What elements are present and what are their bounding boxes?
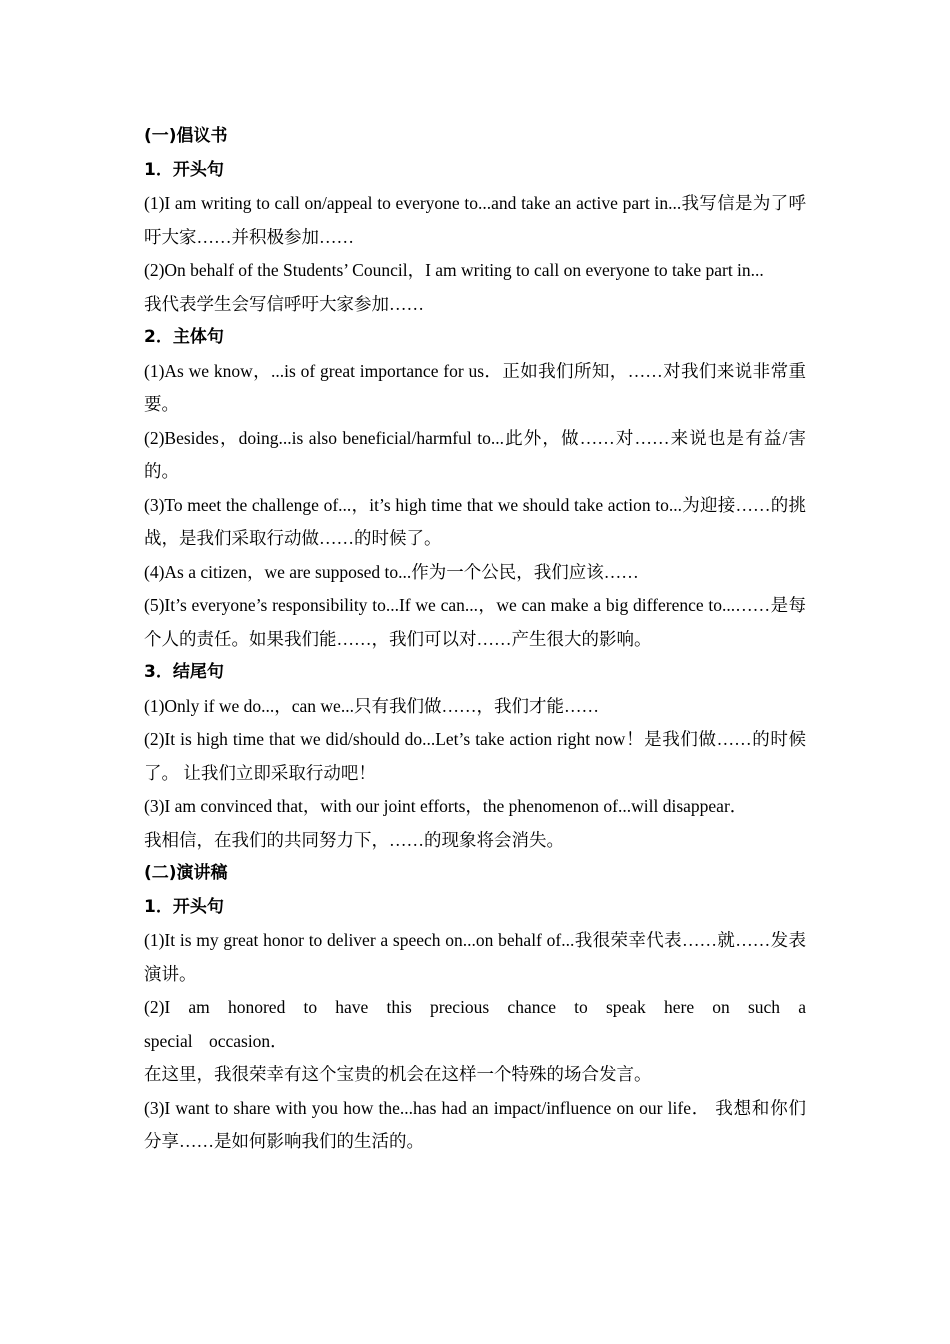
sentence-item: (2)Besides，doing...is also beneficial/harmful to...此外，做……对……来说也是有益/害的。 [144, 427, 806, 481]
group-heading-opening: 1．开头句 [144, 159, 224, 180]
group-heading-opening: 1．开头句 [144, 896, 224, 917]
sentence-translation: 我相信，在我们的共同努力下，……的现象将会消失。 [144, 829, 564, 850]
sentence-item: (1)It is my great honor to deliver a speech on...on behalf of...我很荣幸代表……就……发表演讲。 [144, 930, 806, 984]
sentence-item: (4)As a citizen，we are supposed to...作为一个公民，我们应该…… [144, 561, 639, 582]
group-heading-body: 2．主体句 [144, 327, 224, 347]
sentence-item: (1)As we know，...is of great importance for us．正如我们所知，……对我们来说非常重要。 [144, 360, 806, 414]
sentence-item: (3)I am convinced that，with our joint efforts，the phenomenon of...will disappear． [144, 796, 748, 816]
sentence-item: (3)I want to share with you how the...has had an impact/influence on our life． 我想和你们分享……是如何影响我们的生活的。 [144, 1097, 806, 1151]
sentence-item: (1)I am writing to call on/appeal to everyone to...and take an active part in...我写信是为了呼吁大家……并积极参加…… [144, 193, 806, 247]
sentence-item: (5)It’s everyone’s responsibility to...If we can...，we can make a big difference to...……是每个人的责任。如果我们能……，我们可以对……产生很大的影响。 [144, 595, 806, 649]
section-title-speech: (二)演讲稿 [144, 863, 228, 883]
group-heading-closing: 3．结尾句 [144, 662, 224, 682]
sentence-item: (2)I am honored to have this precious chance to speak here on such a special occasion． [144, 997, 806, 1051]
sentence-translation: 我代表学生会写信呼吁大家参加…… [144, 293, 424, 314]
sentence-item: (2)On behalf of the Students’ Council，I am writing to call on everyone to take part in... [144, 260, 764, 280]
document-page [144, 120, 806, 1159]
sentence-item: (2)It is high time that we did/should do...Let’s take action right now！是我们做……的时候了。 让我们立即采取行动吧！ [144, 729, 806, 783]
sentence-item: (3)To meet the challenge of...，it’s high time that we should take action to...为迎接……的挑战，是我们采取行动做……的时候了。 [144, 494, 806, 548]
sentence-translation: 在这里，我很荣幸有这个宝贵的机会在这样一个特殊的场合发言。 [144, 1064, 652, 1084]
sentence-item: (1)Only if we do...，can we...只有我们做……，我们才能…… [144, 695, 599, 716]
section-title-proposal: (一)倡议书 [144, 126, 228, 146]
